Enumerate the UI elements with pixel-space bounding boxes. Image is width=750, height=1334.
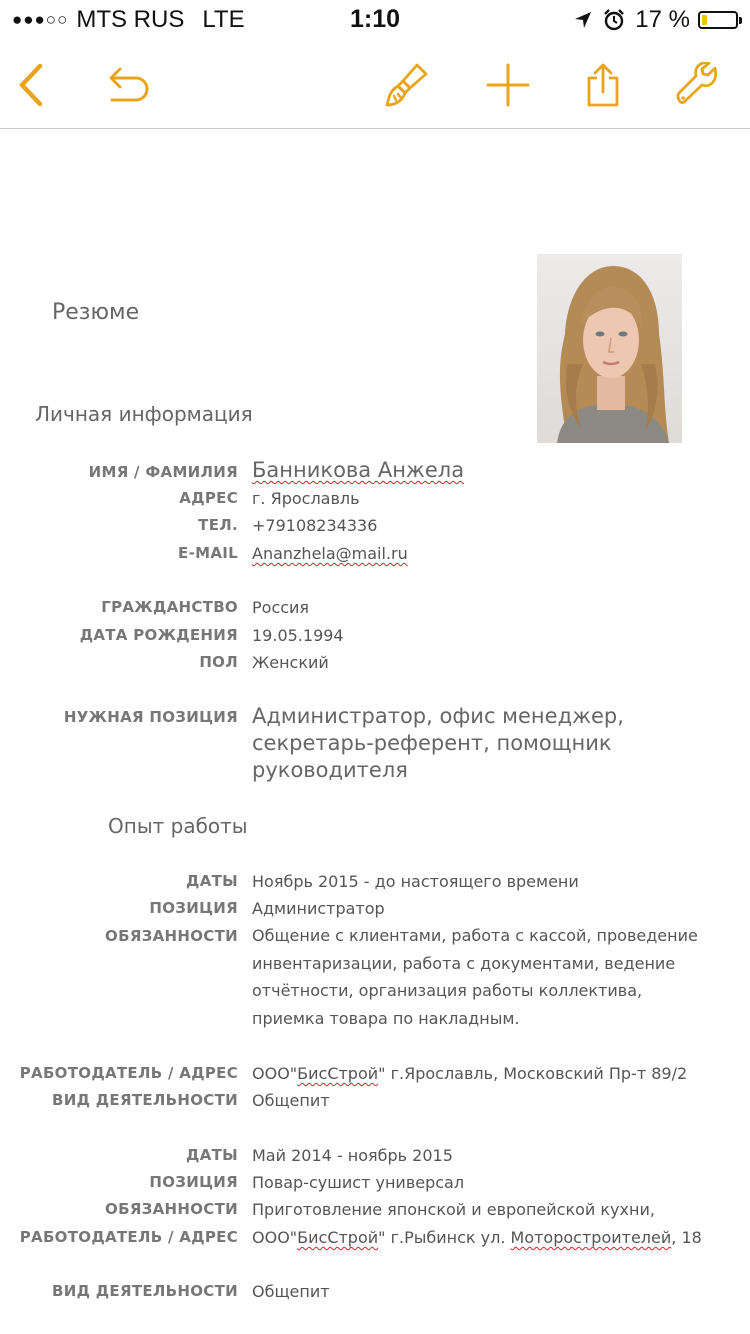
employer-prefix: ООО" (252, 1228, 298, 1247)
settings-button[interactable] (673, 60, 723, 110)
employer-house: , 18 (671, 1228, 702, 1247)
job-1-position-label: ПОЗИЦИЯ (149, 899, 238, 917)
phone-label: ТЕЛ. (198, 516, 238, 534)
format-brush-button[interactable] (382, 60, 432, 110)
employer-prefix: ООО" (252, 1064, 298, 1083)
personal-info-heading: Личная информация (35, 402, 253, 426)
phone-value: +79108234336 (252, 516, 378, 535)
desired-position-value: Администратор, офис менеджер, секретарь-референт, помощник руководителя (252, 704, 624, 782)
battery-percent: 17 % (635, 6, 690, 33)
employer-city: " г.Рыбинск ул. (378, 1228, 511, 1247)
birth-date-value: 19.05.1994 (252, 626, 344, 645)
job-2-position-label: ПОЗИЦИЯ (149, 1173, 238, 1191)
sex-value: Женский (252, 653, 329, 672)
job-1-activity-value: Общепит (252, 1091, 330, 1110)
battery-icon (698, 11, 738, 29)
job-1-position-value: Администратор (252, 899, 385, 918)
experience-heading: Опыт работы (108, 814, 248, 838)
profile-photo (537, 254, 682, 443)
share-icon (585, 62, 621, 108)
employer-name: БисСтрой (297, 1228, 379, 1247)
chevron-left-icon (16, 63, 46, 107)
address-value: г. Ярославль (252, 489, 360, 508)
email-value: Ananzhela@mail.ru (252, 544, 408, 563)
job-1-duties-label: ОБЯЗАННОСТИ (105, 927, 238, 945)
name-value: Банникова Анжела (252, 458, 465, 482)
employer-name: БисСтрой (297, 1064, 379, 1083)
network-type: LTE (202, 6, 245, 33)
status-right (573, 6, 738, 34)
location-arrow-icon (573, 10, 593, 30)
signal-strength-icon: ●●●○○ (12, 10, 69, 29)
carrier-name: MTS RUS (76, 6, 185, 33)
job-2-employer-value (252, 1228, 702, 1247)
job-1-activity-label: ВИД ДЕЯТЕЛЬНОСТИ (52, 1091, 238, 1109)
status-bar (0, 0, 750, 40)
job-2-dates-label: ДАТЫ (186, 1146, 238, 1164)
alarm-clock-icon (603, 9, 625, 31)
undo-icon (106, 65, 152, 105)
document-title: Резюме (52, 300, 140, 325)
citizenship-label: ГРАЖДАНСТВО (101, 598, 238, 616)
employer-address: " г.Ярославль, Московский Пр-т 89/2 (378, 1064, 688, 1083)
job-2-activity-value: Общепит (252, 1282, 330, 1301)
job-1-dates-value: Ноябрь 2015 - до настоящего времени (252, 872, 579, 891)
job-1-duties-value: Общение с клиентами, работа с кассой, проведение инвентаризации, работа с документами, ведение отчётности, организация работы коллектива, приемка товара по накладным. (252, 926, 698, 1028)
portrait-image (537, 254, 682, 443)
employer-street: Моторостроителей (510, 1228, 672, 1247)
job-2-duties-label: ОБЯЗАННОСТИ (105, 1200, 238, 1218)
email-label: E-MAIL (178, 544, 238, 562)
name-label: ИМЯ / ФАМИЛИЯ (88, 463, 238, 481)
citizenship-value: Россия (252, 598, 310, 617)
job-1-employer-label: РАБОТОДАТЕЛЬ / АДРЕС (19, 1064, 238, 1082)
desired-position-label: НУЖНАЯ ПОЗИЦИЯ (63, 708, 238, 726)
paintbrush-icon (384, 62, 430, 108)
job-1-dates-label: ДАТЫ (186, 872, 238, 890)
job-1-employer-value (252, 1064, 687, 1083)
undo-button[interactable] (104, 60, 154, 110)
birth-date-label: ДАТА РОЖДЕНИЯ (79, 626, 238, 644)
job-2-dates-value: Май 2014 - ноябрь 2015 (252, 1146, 453, 1165)
address-label: АДРЕС (179, 489, 238, 507)
job-2-activity-label: ВИД ДЕЯТЕЛЬНОСТИ (52, 1282, 238, 1300)
toolbar (0, 40, 750, 129)
sex-label: ПОЛ (199, 653, 238, 671)
status-time: 1:10 (349, 5, 401, 33)
back-button[interactable] (6, 60, 56, 110)
job-2-employer-label: РАБОТОДАТЕЛЬ / АДРЕС (19, 1228, 238, 1246)
plus-icon (486, 63, 530, 107)
job-2-position-value: Повар-сушист универсал (252, 1173, 465, 1192)
job-2-duties-value: Приготовление японской и европейской кухни, (252, 1200, 655, 1219)
battery-fill (702, 15, 707, 25)
wrench-icon (675, 62, 721, 108)
share-button[interactable] (578, 60, 628, 110)
add-button[interactable] (483, 60, 533, 110)
